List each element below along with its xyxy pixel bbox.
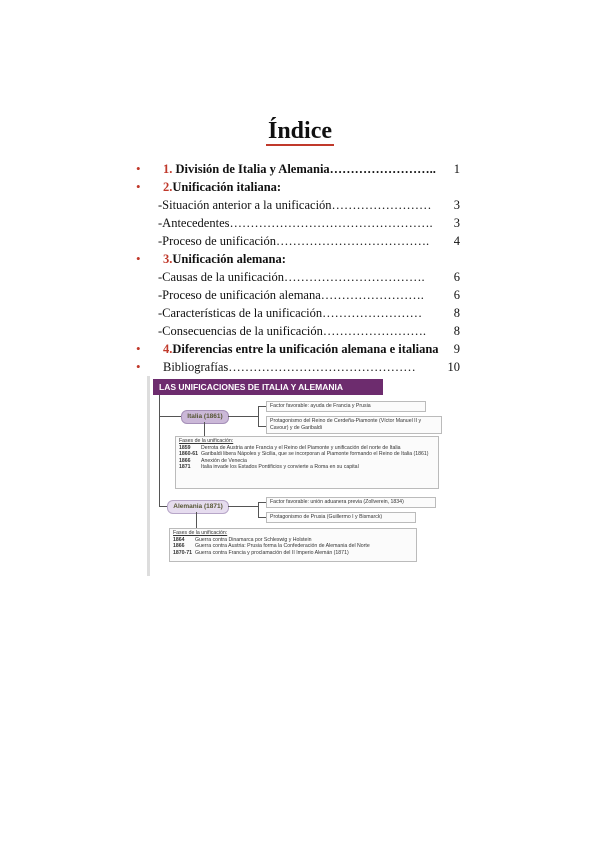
- italia-phases-title: Fases de la unificación:: [179, 438, 234, 444]
- phase-year: 1866: [173, 543, 185, 549]
- toc-row: [0, 358, 600, 376]
- toc-page-number: 6: [453, 270, 460, 284]
- connector: [258, 406, 259, 426]
- connector: [258, 502, 259, 517]
- bullet-icon: •: [136, 161, 141, 176]
- toc-page-number: 8: [453, 306, 460, 320]
- toc-entry-text: Bibliografías………………………………………: [163, 360, 416, 374]
- bullet-icon: •: [136, 341, 141, 356]
- toc-entry: [163, 250, 286, 268]
- connector: [258, 502, 266, 503]
- toc-row: [0, 232, 600, 250]
- toc-entry: [158, 232, 429, 250]
- diagram-header: LAS UNIFICACIONES DE ITALIA Y ALEMANIA: [153, 379, 383, 395]
- toc-entry-text: División de Italia y Alemania……………………..: [172, 162, 436, 176]
- alemania-phases-box: [169, 528, 417, 562]
- bullet-icon: •: [136, 179, 141, 194]
- connector: [159, 395, 160, 416]
- connector: [228, 506, 258, 507]
- toc-entry: [163, 358, 416, 376]
- toc-row: [0, 214, 600, 232]
- toc-row: [0, 196, 600, 214]
- phase-text: Guerra contra Austria: Prusia forma la Confederación de Alemania del Norte: [195, 543, 370, 549]
- phase-year: 1864: [173, 536, 185, 543]
- toc-entry-text: -Antecedentes………………………………………….: [158, 216, 433, 230]
- toc-entry-text: -Características de la unificación……………………: [158, 306, 423, 320]
- toc-entry-text: -Proceso de unificación……………………………….: [158, 234, 430, 248]
- toc-entry-number: 4.: [163, 342, 173, 356]
- toc-page-number: 4: [453, 234, 460, 248]
- toc-entry-text: Unificación alemana:: [172, 252, 286, 266]
- toc-page-number: 3: [453, 198, 460, 212]
- italia-phases-box: [175, 436, 439, 489]
- toc-entry-text: Diferencias entre la unificación alemana e italiana: [172, 342, 439, 356]
- toc-entry-text: -Proceso de unificación alemana…………………….: [158, 288, 424, 302]
- phase-text: Guerra contra Dinamarca por Schleswig y Holstein: [195, 536, 312, 543]
- phase-text: Derrota de Austria ante Francia y el Reino del Piamonte y unificación del norte de Italia: [201, 444, 401, 451]
- phase-year: 1871: [179, 464, 191, 470]
- toc-row: [0, 286, 600, 304]
- connector: [196, 512, 197, 528]
- toc-entry: [163, 178, 281, 196]
- phase-year: 1870-71: [173, 549, 193, 556]
- toc-entry: [158, 322, 426, 340]
- phase-text: Italia invade los Estados Pontificios y convierte a Roma en su capital: [201, 464, 359, 470]
- toc-page-number: 1: [453, 162, 460, 176]
- connector: [258, 406, 266, 407]
- italia-protagonismo-box: Protagonismo del Reino de Cerdeña-Piamonte (Víctor Manuel II y Cavour) y de Garibaldi: [266, 416, 442, 434]
- connector: [204, 422, 205, 436]
- toc-entry: [158, 214, 433, 232]
- phase-text: Garibaldi libera Nápoles y Sicilia, que se incorporan al Piamonte formando el Reino de Italia (1861): [201, 451, 429, 457]
- toc-page-number: 8: [453, 324, 460, 338]
- phase-item: [179, 464, 435, 471]
- connector: [258, 517, 266, 518]
- toc-page-number: 10: [447, 360, 460, 374]
- alemania-phases-list: [173, 537, 413, 557]
- toc-page-number: 9: [453, 342, 460, 356]
- phase-item: [173, 550, 413, 557]
- italia-factor-box: Factor favorable: ayuda de Francia y Prusia: [266, 401, 426, 412]
- alemania-node: Alemania (1871): [167, 500, 229, 514]
- phase-year: 1860-61: [179, 451, 199, 457]
- toc-entry: [158, 304, 422, 322]
- alemania-protagonismo-box: Protagonismo de Prusia (Guillermo I y Bismarck): [266, 512, 416, 523]
- toc-entry-number: 2.: [163, 180, 173, 194]
- diagram-side-border: [147, 376, 150, 576]
- toc-entry-text: Unificación italiana:: [172, 180, 282, 194]
- toc-row: [0, 340, 600, 358]
- toc-page-number: 3: [453, 216, 460, 230]
- toc-entry: [158, 268, 425, 286]
- toc-entry-number: 1.: [163, 162, 173, 176]
- phase-text: Anexión de Venecia: [201, 457, 247, 464]
- connector: [159, 416, 181, 417]
- toc-entry: [163, 340, 439, 358]
- italia-node: Italia (1861): [181, 410, 229, 424]
- toc-entry-text: -Consecuencias de la unificación…………………….: [158, 324, 426, 338]
- connector: [228, 416, 258, 417]
- toc-entry-text: -Causas de la unificación…………………………….: [158, 270, 425, 284]
- toc-row: [0, 268, 600, 286]
- bullet-icon: •: [136, 359, 141, 374]
- toc-entry: [158, 286, 424, 304]
- toc-row: [0, 250, 600, 268]
- alemania-phases-title: Fases de la unificación:: [173, 530, 228, 536]
- toc-entry-text: -Situación anterior a la unificación……………………: [158, 198, 432, 212]
- phase-year: 1866: [179, 457, 191, 464]
- toc-page-number: 6: [453, 288, 460, 302]
- connector: [159, 416, 160, 506]
- alemania-factor-box: Factor favorable: unión aduanera previa (Zollverein, 1834): [266, 497, 436, 508]
- toc-row: [0, 160, 600, 178]
- unification-diagram: [147, 376, 445, 576]
- toc-entry-number: 3.: [163, 252, 173, 266]
- toc-entry: [158, 196, 432, 214]
- phase-text: Guerra contra Francia y proclamación del II Imperio Alemán (1871): [195, 549, 349, 556]
- toc-row: [0, 178, 600, 196]
- toc-row: [0, 304, 600, 322]
- page-title: Índice: [267, 118, 332, 144]
- connector: [258, 426, 266, 427]
- bullet-icon: •: [136, 251, 141, 266]
- toc-entry: [163, 160, 436, 178]
- toc-row: [0, 322, 600, 340]
- italia-phases-list: [179, 445, 435, 471]
- phase-year: 1859: [179, 444, 191, 451]
